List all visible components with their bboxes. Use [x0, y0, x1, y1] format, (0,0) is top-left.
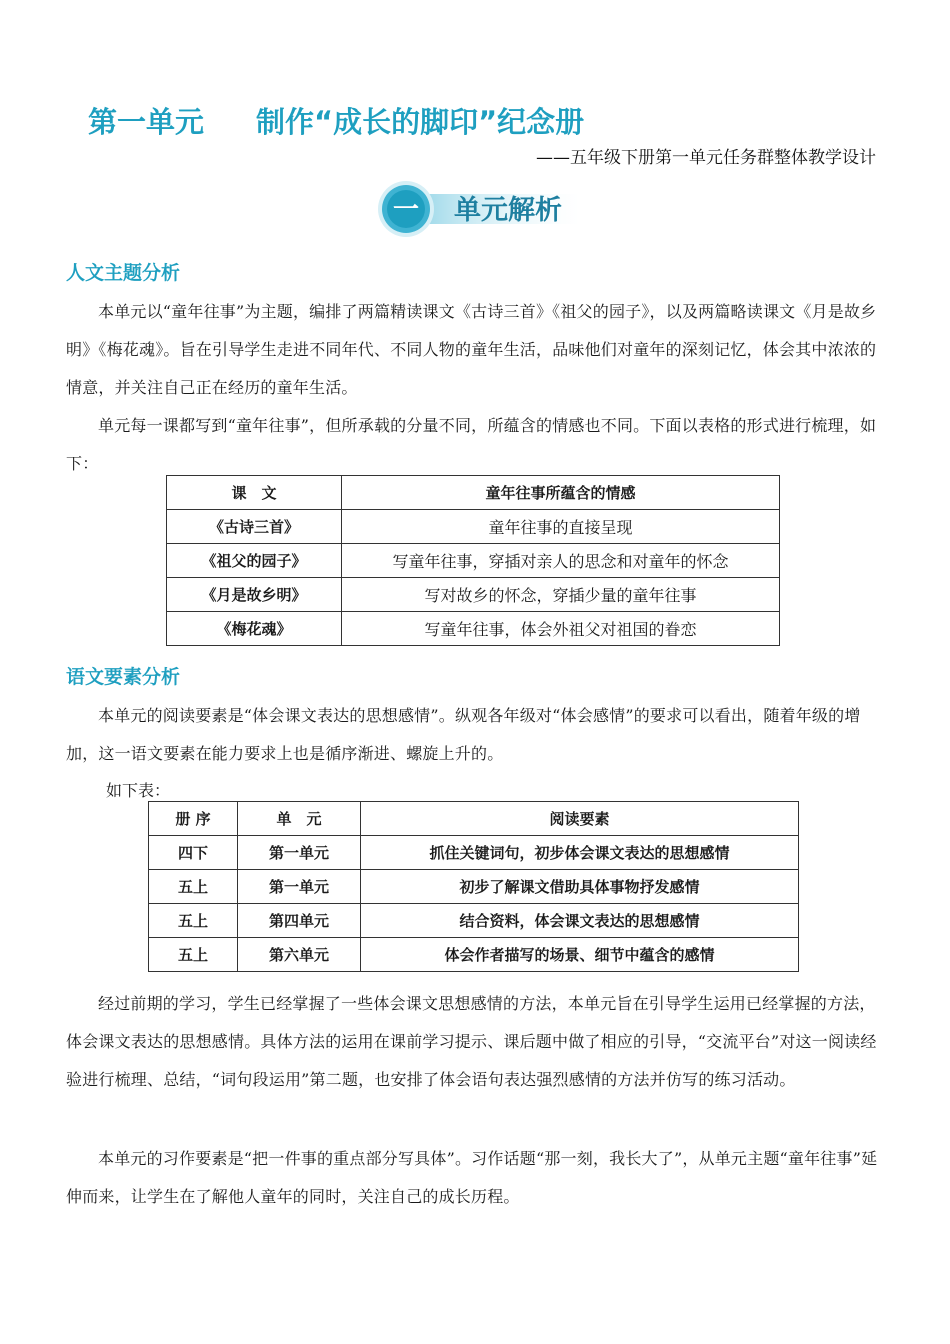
reading-element-table	[148, 801, 799, 972]
table-row	[149, 836, 799, 870]
table-cell: 写童年往事，穿插对亲人的思念和对童年的怀念	[342, 544, 780, 578]
table-cell: 《祖父的园子》	[167, 544, 342, 578]
table-cell: 体会作者描写的场景、细节中蕴含的感情	[361, 938, 799, 972]
table-cell: 第一单元	[238, 836, 361, 870]
table-row	[167, 510, 780, 544]
table-header-row	[167, 476, 780, 510]
table-header: 童年往事所蕴含的情感	[342, 476, 780, 510]
table-header: 阅读要素	[361, 802, 799, 836]
title-unit: 第一单元	[88, 105, 205, 139]
table-cell: 四下	[149, 836, 238, 870]
table-cell: 写童年往事，体会外祖父对祖国的眷恋	[342, 612, 780, 646]
paragraph: 本单元的习作要素是“把一件事的重点部分写具体”。习作话题“那一刻，我长大了”，从单元主题“童年往事”延伸而来，让学生在了解他人童年的同时，关注自己的成长历程。	[66, 1149, 878, 1206]
table-header-row	[149, 802, 799, 836]
table-cell: 《古诗三首》	[167, 510, 342, 544]
table-header: 课 文	[167, 476, 342, 510]
table-row	[149, 938, 799, 972]
table-header: 单 元	[238, 802, 361, 836]
table-cell: 五上	[149, 904, 238, 938]
table-row	[167, 544, 780, 578]
paragraph: 本单元以“童年往事”为主题，编排了两篇精读课文《古诗三首》《祖父的园子》，以及两篇略读课文《月是故乡明》《梅花魂》。旨在引导学生走进不同年代、不同人物的童年生活，品味他们对童年的深刻记忆，体会其中浓浓的情意，并关注自己正在经历的童年生活。	[66, 302, 877, 397]
table-row	[167, 578, 780, 612]
table-row	[167, 612, 780, 646]
section-heading-language: 语文要素分析	[66, 666, 181, 688]
table-intro: 如下表：	[106, 781, 171, 800]
paragraph: 本单元的阅读要素是“体会课文表达的思想感情”。纵观各年级对“体会感情”的要求可以看出，随着年级的增加，这一语文要素在能力要求上也是循序渐进、螺旋上升的。	[66, 706, 861, 763]
table-cell: 《月是故乡明》	[167, 578, 342, 612]
table-cell: 《梅花魂》	[167, 612, 342, 646]
badge-label: 单元解析	[454, 195, 562, 226]
section-heading-humanities: 人文主题分析	[66, 262, 181, 284]
table-cell: 第一单元	[238, 870, 361, 904]
table-cell: 抓住关键词句，初步体会课文表达的思想感情	[361, 836, 799, 870]
title-main: 制作“成长的脚印”纪念册	[256, 105, 585, 139]
table-cell: 五上	[149, 938, 238, 972]
paragraph: 经过前期的学习，学生已经掌握了一些体会课文思想感情的方法，本单元旨在引导学生运用已经掌握的方法，体会课文表达的思想感情。具体方法的运用在课前学习提示、课后题中做了相应的引导，“交流平台”对这一阅读经验进行梳理、总结，“词句段运用”第二题，也安排了体会语句表达强烈感情的方法并仿写的练习活动。	[66, 994, 877, 1089]
table-cell: 结合资料，体会课文表达的思想感情	[361, 904, 799, 938]
table-row	[149, 870, 799, 904]
table-cell: 五上	[149, 870, 238, 904]
table-cell: 第六单元	[238, 938, 361, 972]
table-cell: 初步了解课文借助具体事物抒发感情	[361, 870, 799, 904]
page-subtitle: ——五年级下册第一单元任务群整体教学设计	[536, 148, 876, 168]
paragraph: 单元每一课都写到“童年往事”，但所承载的分量不同，所蕴含的情感也不同。下面以表格的形式进行梳理，如下：	[66, 416, 877, 473]
table-cell: 童年往事的直接呈现	[342, 510, 780, 544]
emotion-table	[166, 475, 780, 646]
table-cell: 第四单元	[238, 904, 361, 938]
table-cell: 写对故乡的怀念，穿插少量的童年往事	[342, 578, 780, 612]
table-header: 册 序	[149, 802, 238, 836]
badge-number: 一	[392, 195, 420, 225]
section-badge	[370, 176, 590, 240]
page-title	[88, 100, 584, 141]
table-row	[149, 904, 799, 938]
